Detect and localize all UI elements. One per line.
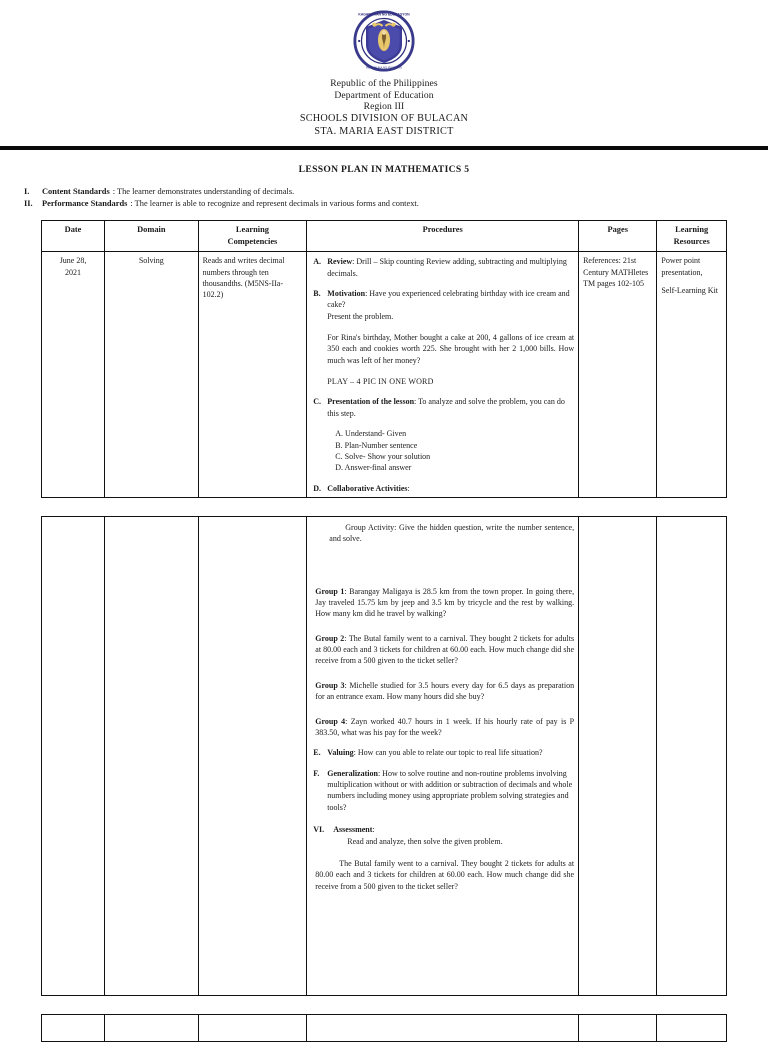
procedure-heading: Presentation of the lesson bbox=[327, 397, 415, 407]
content-spacer bbox=[313, 545, 574, 573]
lesson-plan-table-1 bbox=[41, 220, 727, 498]
procedure-heading: Collaborative Activities bbox=[327, 483, 408, 493]
org-line-4: SCHOOLS DIVISION OF BULACAN bbox=[299, 113, 469, 125]
cell-procedures bbox=[307, 252, 579, 498]
assessment-instruction: Read and analyze, then solve the given problem. bbox=[347, 837, 503, 847]
group-3-problem bbox=[313, 680, 574, 703]
svg-text:REPUBLIKA NG PILIPINAS: REPUBLIKA NG PILIPINAS bbox=[366, 65, 402, 70]
cell-domain: Solving bbox=[105, 252, 199, 498]
group-text: : Zayn worked 40.7 hours in 1 week. If his hourly rate of pay is P 383.50, what was his pay for the week? bbox=[315, 716, 575, 737]
cell-pages-empty bbox=[579, 1014, 657, 1041]
cell-resources-empty bbox=[657, 1014, 727, 1041]
column-header-date: Date bbox=[42, 221, 105, 252]
procedure-text: : How can you able to relate our topic to real life situation? bbox=[353, 748, 543, 758]
procedure-letter: C. bbox=[313, 397, 322, 407]
column-header-domain: Domain bbox=[105, 221, 199, 252]
step-solve: C. Solve- Show your solution bbox=[335, 451, 431, 461]
cell-domain-empty bbox=[105, 516, 199, 995]
group-2-problem bbox=[313, 633, 574, 667]
procedure-review bbox=[313, 256, 574, 279]
cell-procedures-empty bbox=[307, 1014, 579, 1041]
procedure-heading: Valuing bbox=[327, 748, 354, 758]
procedure-text: : How to solve routine and non-routine problems involving multiplication without or with addition or subtraction of decimals and whole numbers including money using appropriate problem solving strategies and tools? bbox=[327, 768, 573, 812]
assessment-problem-text: The Butal family went to a carnival. They bought 2 tickets for adults at 80.00 each and 3 tickets for children at 60.00 each. How much change did she receive from a 500 given to the ticket seller? bbox=[315, 858, 575, 891]
group-4-problem bbox=[313, 716, 574, 739]
group-activity-instruction: Group Activity: Give the hidden question, write the number sentence, and solve. bbox=[329, 522, 575, 544]
procedure-heading: Generalization bbox=[327, 768, 378, 778]
procedure-text: : Drill – Skip counting Review adding, subtracting and multiplying decimals. bbox=[327, 257, 567, 278]
resource-item-2: Self-Learning Kit bbox=[661, 285, 719, 295]
assessment-colon: : bbox=[372, 825, 375, 835]
cell-competencies-empty bbox=[198, 516, 307, 995]
cell-domain-empty bbox=[105, 1014, 199, 1041]
procedures-content bbox=[311, 256, 574, 494]
assessment-numeral: VI. bbox=[313, 825, 325, 835]
cell-date bbox=[42, 252, 105, 498]
table-header-row bbox=[42, 221, 727, 252]
resources-line-2: Resources bbox=[673, 237, 710, 247]
cell-pages: References: 21st Century MATHletes TM pages 102-105 bbox=[579, 252, 657, 498]
procedure-letter: D. bbox=[313, 483, 322, 493]
org-line-5: STA. MARIA EAST DISTRICT bbox=[314, 125, 454, 137]
resources-line-1: Learning bbox=[675, 225, 709, 235]
org-line-3: Region III bbox=[363, 101, 405, 113]
group-label: Group 1 bbox=[315, 586, 345, 596]
step-understand: A. Understand- Given bbox=[335, 429, 407, 439]
table-row bbox=[42, 252, 727, 498]
standard-numeral: I. bbox=[24, 186, 30, 196]
page-title: LESSON PLAN IN MATHEMATICS 5 bbox=[298, 163, 470, 175]
procedure-collaborative bbox=[313, 483, 574, 494]
section-assessment bbox=[313, 824, 574, 848]
standards-section bbox=[0, 186, 768, 210]
lesson-plan-table-3 bbox=[41, 1014, 727, 1042]
cell-resources bbox=[657, 252, 727, 498]
standard-numeral: II. bbox=[24, 199, 33, 209]
org-line-2: Department of Education bbox=[334, 89, 434, 101]
cell-resources-empty bbox=[657, 516, 727, 995]
table-row bbox=[42, 516, 727, 995]
step-plan: B. Plan-Number sentence bbox=[335, 440, 418, 450]
resource-spacer bbox=[661, 278, 722, 285]
group-text: : Michelle studied for 3.5 hours every day for 6.5 days as preparation for an entrance exam. How many hours did she buy? bbox=[315, 680, 575, 702]
standard-text: : The learner demonstrates understanding of decimals. bbox=[112, 186, 295, 196]
organization-lines bbox=[0, 78, 768, 138]
step-answer: D. Answer-final answer bbox=[335, 463, 412, 473]
svg-text:KAGAWARAN NG EDUKASYON: KAGAWARAN NG EDUKASYON bbox=[358, 12, 410, 17]
motivation-problem-text: For Rina's birthday, Mother bought a cake at 200, 4 gallons of ice cream at 350 each and cookies worth 225. She brought with her 2 1,000 bills. How much was left of her money? bbox=[327, 333, 575, 365]
table-row bbox=[42, 1014, 727, 1041]
group-1-problem bbox=[313, 586, 574, 620]
procedure-heading: Motivation bbox=[327, 288, 366, 298]
group-label: Group 2 bbox=[315, 633, 345, 643]
procedure-letter: B. bbox=[313, 288, 321, 298]
procedure-letter: E. bbox=[313, 748, 321, 758]
procedure-heading: Review bbox=[327, 257, 353, 267]
cell-date-empty bbox=[42, 1014, 105, 1041]
cell-competencies-empty bbox=[198, 1014, 307, 1041]
solution-steps-list bbox=[313, 428, 574, 473]
lesson-plan-table-1-wrapper bbox=[0, 220, 768, 498]
deped-seal-icon bbox=[353, 10, 415, 72]
date-line-1: June 28, bbox=[59, 256, 87, 266]
procedure-generalization bbox=[313, 768, 574, 813]
column-header-resources bbox=[657, 221, 727, 252]
cell-pages-empty bbox=[579, 516, 657, 995]
group-text: : Barangay Maligaya is 28.5 km from the town proper. In going there, Jay traveled 15.75 km by jeep and 3.5 km by tricycle and the rest by walking. How many km did he travel by walking? bbox=[315, 586, 575, 619]
standard-performance bbox=[22, 198, 742, 210]
resource-item-1: Power point presentation, bbox=[661, 256, 703, 277]
date-line-2: 2021 bbox=[65, 267, 82, 277]
group-label: Group 3 bbox=[315, 680, 345, 690]
cell-competencies: Reads and writes decimal numbers through ten thousandths. (M5NS-IIa-102.2) bbox=[198, 252, 307, 498]
lesson-plan-table-3-wrapper bbox=[0, 1014, 768, 1042]
play-activity-text: PLAY – 4 PIC IN ONE WORD bbox=[327, 377, 434, 387]
procedure-valuing bbox=[313, 747, 574, 758]
assessment-heading: Assessment bbox=[333, 825, 373, 835]
header-divider bbox=[0, 146, 768, 150]
procedure-text: : Have you experienced celebrating birthday with ice cream and cake? bbox=[327, 288, 570, 310]
lesson-plan-table-2-wrapper bbox=[0, 516, 768, 996]
procedure-presentation bbox=[313, 396, 574, 419]
cell-date-empty bbox=[42, 516, 105, 995]
procedure-text: : To analyze and solve the problem, you can do this step. bbox=[327, 397, 565, 418]
org-line-1: Republic of the Philippines bbox=[330, 78, 438, 89]
procedure-text: : bbox=[407, 483, 410, 493]
competencies-line-1: Learning bbox=[235, 225, 269, 235]
column-header-procedures: Procedures bbox=[307, 221, 579, 252]
procedure-letter: A. bbox=[313, 257, 322, 267]
competencies-line-2: Competencies bbox=[227, 237, 278, 247]
column-header-pages: Pages bbox=[579, 221, 657, 252]
document-masthead bbox=[0, 0, 768, 150]
standard-text: : The learner is able to recognize and represent decimals in various forms and context. bbox=[130, 199, 419, 209]
group-text: : The Butal family went to a carnival. They bought 2 tickets for adults at 80.00 each and 3 tickets for children at 60.00 each. How much change did she receive from a 500 given to the ticket seller? bbox=[315, 633, 575, 666]
standard-label: Content Standards bbox=[42, 186, 110, 196]
standard-label: Performance Standards bbox=[42, 199, 128, 209]
procedure-letter: F. bbox=[313, 768, 320, 778]
group-label: Group 4 bbox=[315, 716, 346, 726]
standard-content bbox=[22, 186, 742, 198]
lesson-plan-table-2 bbox=[41, 516, 727, 996]
procedure-motivation bbox=[313, 288, 574, 322]
cell-procedures-continued bbox=[307, 516, 579, 995]
procedure-subtext: Present the problem. bbox=[327, 311, 394, 321]
column-header-competencies bbox=[198, 221, 307, 252]
procedures-content-continued bbox=[311, 522, 574, 892]
